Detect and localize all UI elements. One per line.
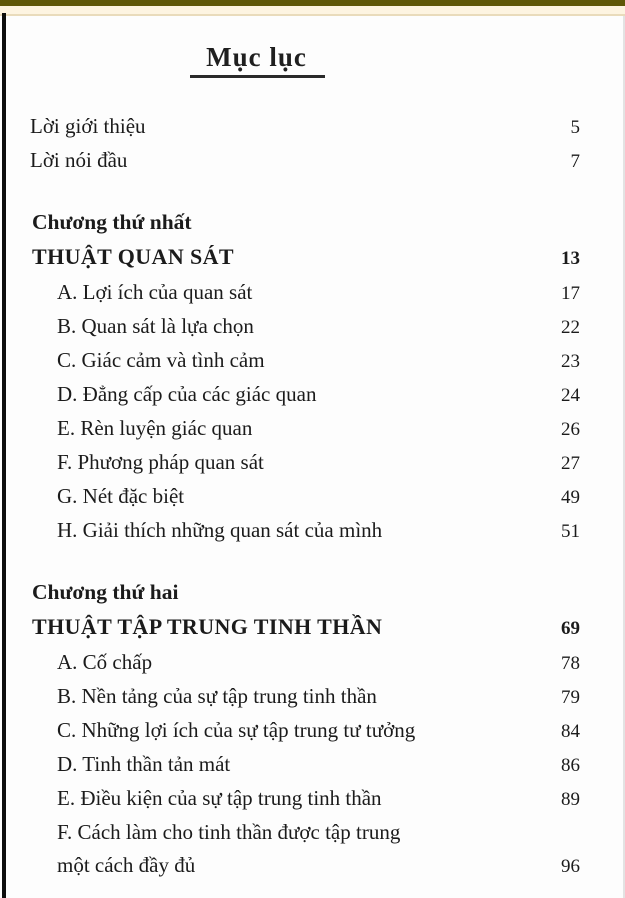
toc-entry-label: A. Lợi ích của quan sát xyxy=(57,280,253,304)
toc-row xyxy=(0,310,580,344)
toc-entry-page: 27 xyxy=(561,453,580,474)
toc-row xyxy=(0,480,580,514)
toc-entry-label: E. Điều kiện của sự tập trung tinh thần xyxy=(57,786,382,810)
toc-row xyxy=(0,110,580,144)
toc-entry-page: 17 xyxy=(561,283,580,304)
toc-entry-label: H. Giải thích những quan sát của mình xyxy=(57,518,383,542)
toc-entry-page: 49 xyxy=(561,487,580,508)
toc-entry-page: 13 xyxy=(561,248,580,269)
toc-row xyxy=(0,849,580,883)
toc-entry-label: Chương thứ nhất xyxy=(32,210,192,234)
toc-entry-page: 78 xyxy=(561,653,580,674)
toc-row xyxy=(0,144,580,178)
scan-banner-cream-strip xyxy=(0,6,625,16)
title-wrap xyxy=(0,42,625,82)
toc-entry-page: 84 xyxy=(561,721,580,742)
toc-entry-page: 26 xyxy=(561,419,580,440)
toc-row xyxy=(0,680,580,714)
toc-entry-label: B. Quan sát là lựa chọn xyxy=(57,314,254,338)
toc-row xyxy=(0,782,580,816)
toc-entry-label: F. Phương pháp quan sát xyxy=(57,450,264,474)
toc-entry-label: D. Tinh thần tản mát xyxy=(57,752,231,776)
toc-row xyxy=(0,646,580,680)
toc-entry-page: 5 xyxy=(570,117,580,138)
toc-entry-label: D. Đẳng cấp của các giác quan xyxy=(57,382,317,406)
toc-entry-page: 24 xyxy=(561,385,580,406)
toc-row xyxy=(0,748,580,782)
toc-entry-page: 23 xyxy=(561,351,580,372)
toc-entry-label: một cách đầy đủ xyxy=(57,853,196,877)
toc-entry-page: 51 xyxy=(561,521,580,542)
toc-entry-page: 7 xyxy=(570,151,580,172)
toc-entry-label: A. Cố chấp xyxy=(57,650,153,674)
toc-entry-label: THUẬT QUAN SÁT xyxy=(32,244,235,269)
page-title: Mục lục xyxy=(190,42,325,78)
toc-entry-label: Lời giới thiệu xyxy=(30,114,146,138)
toc-row xyxy=(0,206,580,239)
toc-entry-page: 22 xyxy=(561,317,580,338)
toc-row xyxy=(0,576,580,609)
toc-row xyxy=(0,344,580,378)
toc-entry-page: 86 xyxy=(561,755,580,776)
toc-list xyxy=(0,110,625,883)
toc-row xyxy=(0,239,580,276)
toc-entry-label: F. Cách làm cho tinh thần được tập trung xyxy=(57,820,401,844)
toc-entry-label: THUẬT TẬP TRUNG TINH THẦN xyxy=(32,614,383,639)
toc-entry-label: Chương thứ hai xyxy=(32,580,179,604)
toc-entry-label: C. Giác cảm và tình cảm xyxy=(57,348,265,372)
book-page xyxy=(0,42,625,883)
toc-row xyxy=(0,446,580,480)
toc-entry-page: 89 xyxy=(561,789,580,810)
toc-entry-page: 69 xyxy=(561,618,580,639)
toc-entry-page: 79 xyxy=(561,687,580,708)
toc-entry-label: G. Nét đặc biệt xyxy=(57,484,185,508)
toc-entry-label: Lời nói đầu xyxy=(30,148,128,172)
toc-row xyxy=(0,609,580,646)
toc-entry-label: B. Nền tảng của sự tập trung tinh thần xyxy=(57,684,377,708)
toc-row xyxy=(0,276,580,310)
toc-row xyxy=(0,714,580,748)
toc-row xyxy=(0,816,580,849)
toc-row xyxy=(0,514,580,548)
toc-row xyxy=(0,412,580,446)
toc-row xyxy=(0,378,580,412)
toc-entry-page: 96 xyxy=(561,856,580,877)
toc-entry-label: C. Những lợi ích của sự tập trung tư tưởng xyxy=(57,718,416,742)
toc-entry-label: E. Rèn luyện giác quan xyxy=(57,416,253,440)
